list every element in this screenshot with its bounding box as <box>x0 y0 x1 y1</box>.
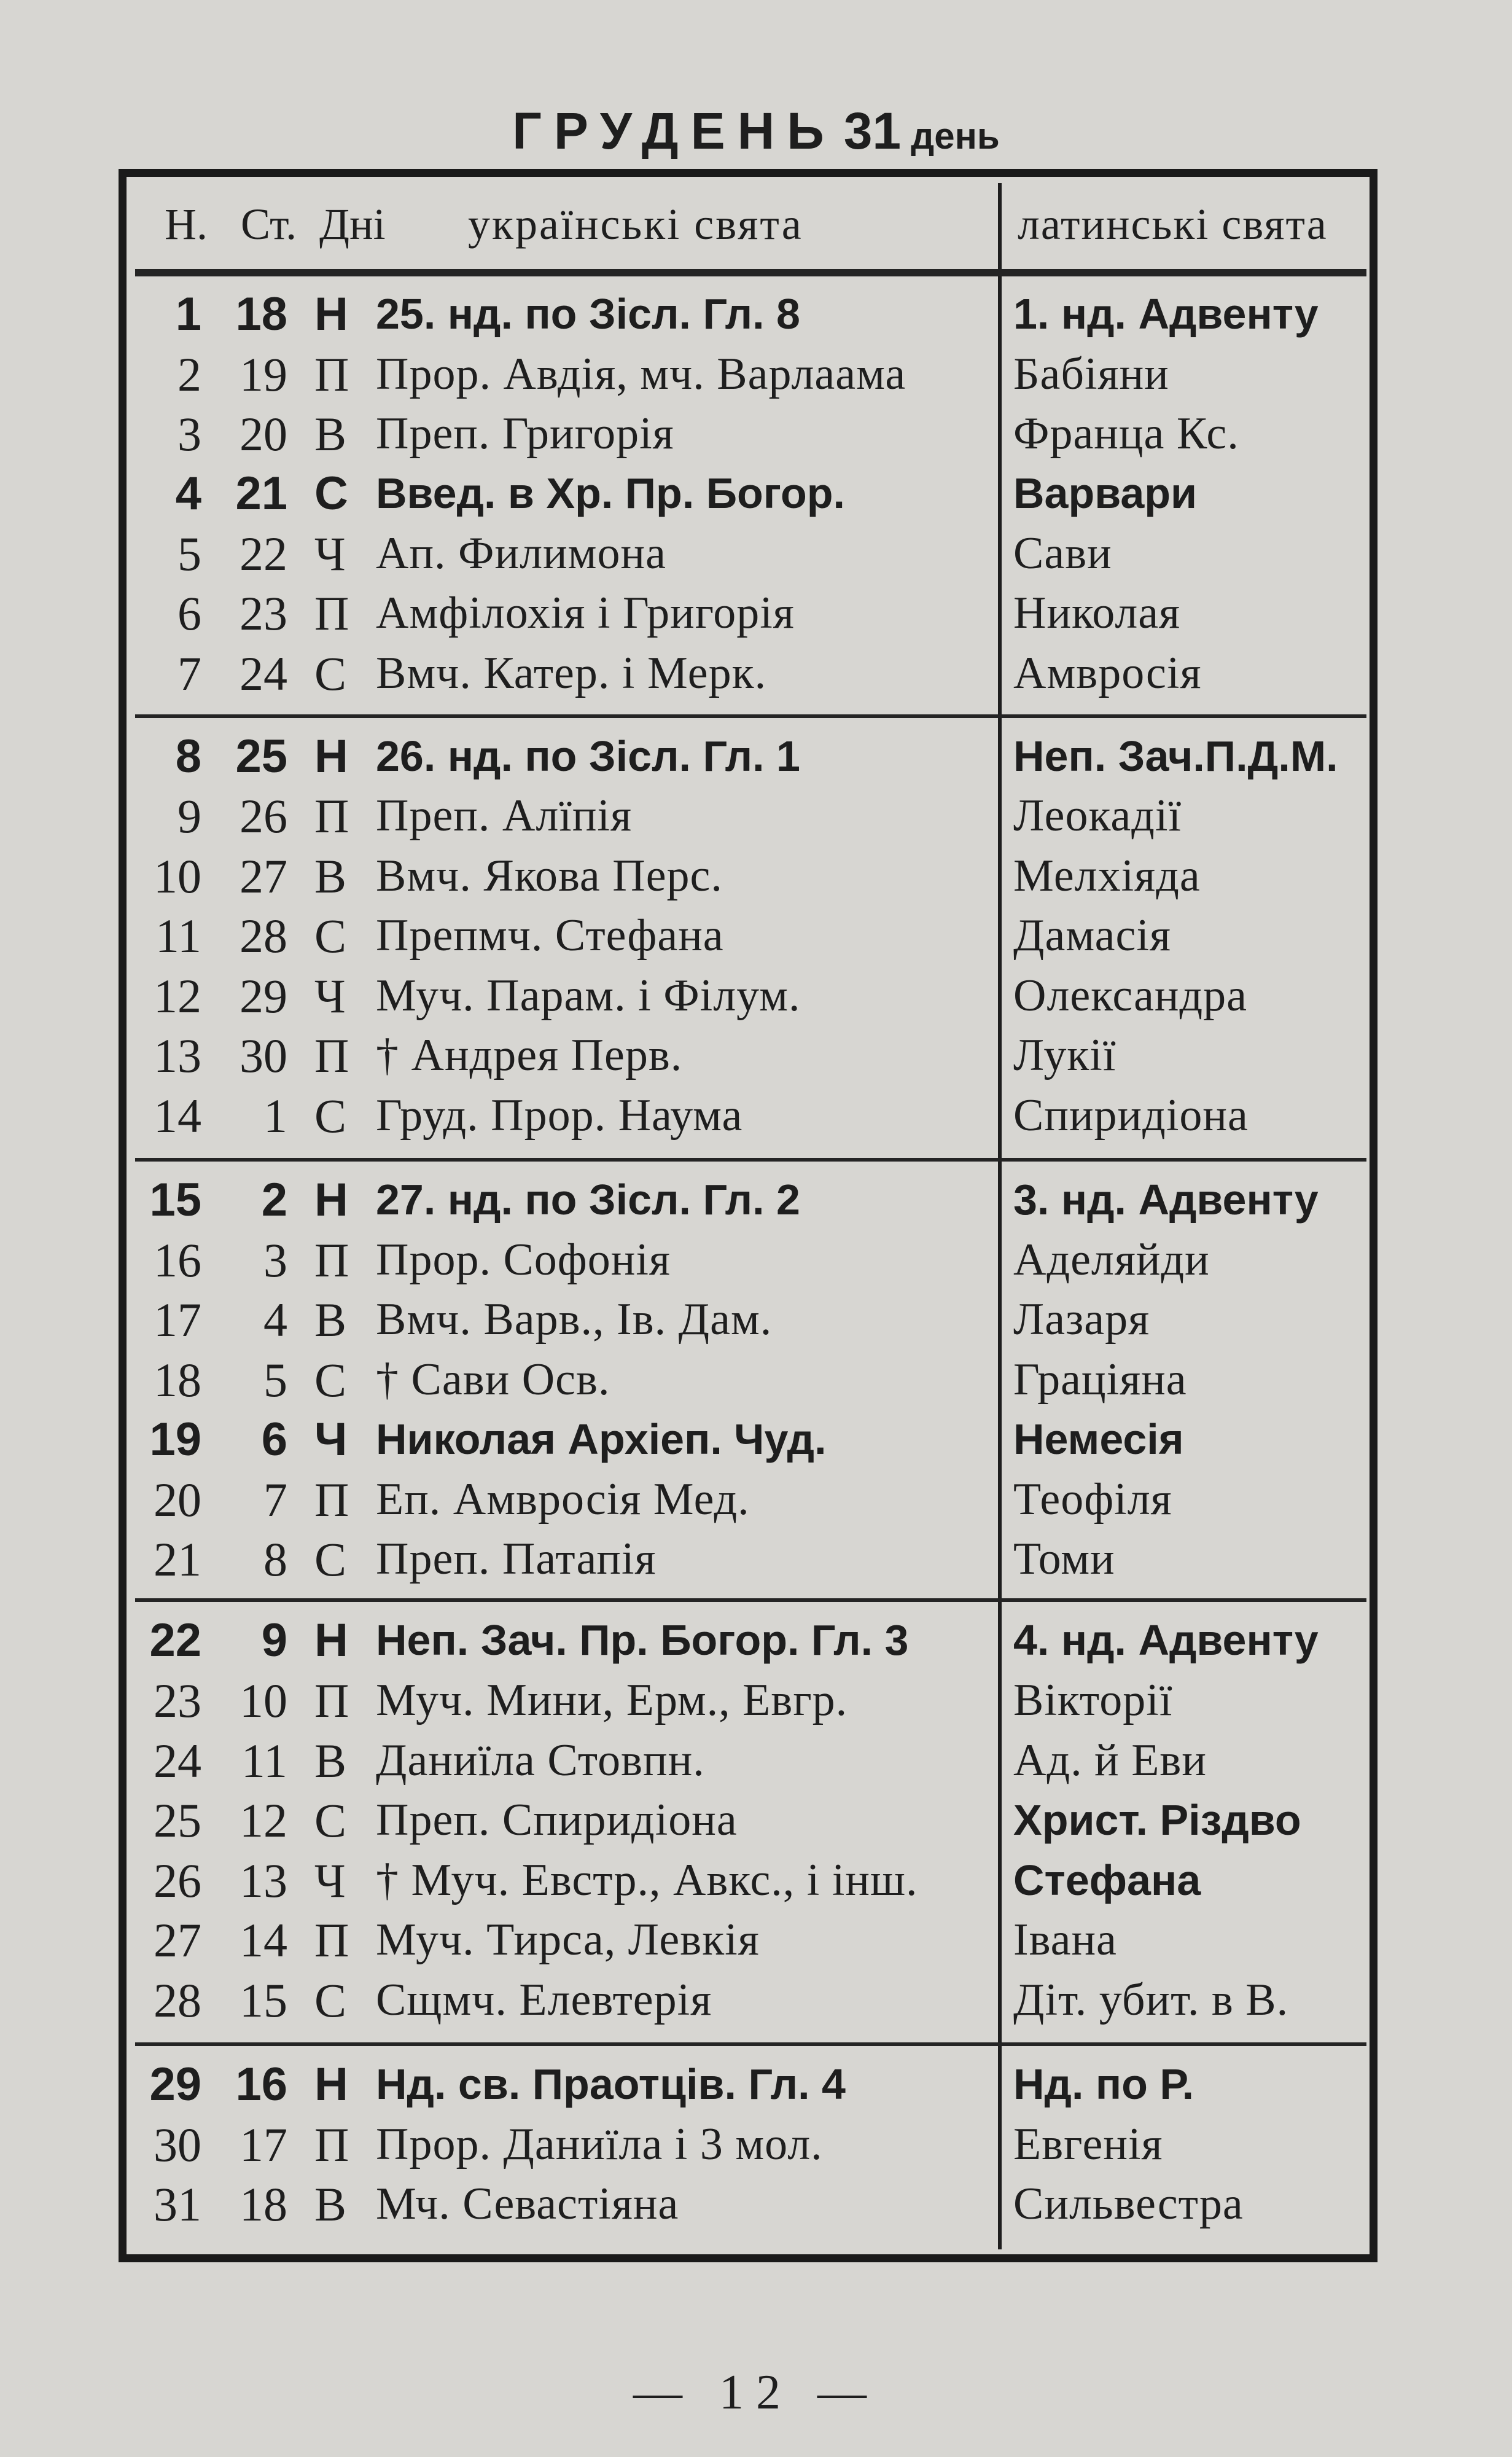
weekday: Н <box>314 1614 348 1666</box>
latin-feast: Сильвестра <box>1013 2179 1244 2229</box>
calendar-row <box>0 345 1512 404</box>
old-style-date: 27 <box>240 850 287 903</box>
calendar-row <box>0 1086 1512 1146</box>
page-number: — 12 — <box>633 2365 879 2420</box>
new-style-date: 11 <box>155 909 201 963</box>
week-divider <box>135 714 1366 718</box>
old-style-date: 23 <box>240 587 287 640</box>
old-style-date: 12 <box>240 1794 287 1847</box>
new-style-date: 20 <box>154 1473 201 1526</box>
new-style-date: 15 <box>149 1174 201 1226</box>
weekday: Н <box>314 1174 348 1226</box>
old-style-date: 20 <box>240 407 287 461</box>
calendar-row <box>0 1731 1512 1791</box>
ukrainian-feast: Даниїла Стовпн. <box>376 1735 705 1786</box>
calendar-row <box>0 727 1512 786</box>
new-style-date: 14 <box>154 1089 201 1143</box>
latin-feast: Францa Кс. <box>1013 408 1239 459</box>
ukrainian-feast: Вмч. Якова Перс. <box>376 851 723 901</box>
weekday: С <box>314 1089 347 1143</box>
new-style-date: 23 <box>154 1674 201 1727</box>
calendar-row <box>0 1410 1512 1469</box>
old-style-date: 25 <box>235 730 287 783</box>
weekday: В <box>314 1734 347 1787</box>
latin-feast: Теофіля <box>1013 1474 1172 1525</box>
old-style-date: 5 <box>263 1353 287 1407</box>
weekday: П <box>314 1913 349 1967</box>
weekday: Ч <box>314 1854 346 1907</box>
ukrainian-feast: † Сави Осв. <box>376 1354 610 1405</box>
ukrainian-feast: Введ. в Хр. Пр. Богор. <box>376 469 845 517</box>
calendar-row <box>0 2055 1512 2114</box>
new-style-date: 9 <box>177 789 201 843</box>
ukrainian-feast: 25. нд. по Зісл. Гл. 8 <box>376 290 800 338</box>
ukrainian-feast: Ап. Филимона <box>376 528 666 579</box>
latin-feast: Леокадії <box>1013 791 1182 841</box>
ukrainian-feast: Вмч. Катер. і Мерк. <box>376 648 767 698</box>
latin-feast: Амвросія <box>1013 648 1202 698</box>
calendar-row <box>0 644 1512 703</box>
old-style-date: 15 <box>240 1974 287 2027</box>
new-style-date: 5 <box>177 527 201 580</box>
ukrainian-feast: † Муч. Евстр., Авкс., і інш. <box>376 1855 918 1905</box>
latin-feast: Граціяна <box>1013 1354 1187 1405</box>
header-old-style: Ст. <box>241 200 297 249</box>
weekday: С <box>314 1533 347 1586</box>
latin-feast: Неп. Зач.П.Д.М. <box>1013 732 1338 780</box>
weekday: С <box>314 467 348 520</box>
calendar-row <box>0 1170 1512 1230</box>
old-style-date: 24 <box>240 647 287 700</box>
old-style-date: 14 <box>240 1913 287 1967</box>
weekday: П <box>314 789 349 843</box>
new-style-date: 22 <box>149 1614 201 1666</box>
old-style-date: 29 <box>240 969 287 1023</box>
ukrainian-feast: Преп. Спиридіона <box>376 1795 738 1845</box>
weekday: П <box>314 1473 349 1526</box>
weekday: В <box>314 1293 347 1346</box>
calendar-row <box>0 284 1512 344</box>
month-name: ГРУДЕНЬ <box>512 102 836 160</box>
latin-feast: Бабіяни <box>1013 349 1169 399</box>
ukrainian-feast: Груд. Прор. Наума <box>376 1090 743 1141</box>
old-style-date: 7 <box>263 1473 287 1526</box>
week-divider <box>135 1158 1366 1162</box>
new-style-date: 8 <box>175 730 201 783</box>
weekday: П <box>314 2118 349 2171</box>
new-style-date: 26 <box>154 1854 201 1907</box>
calendar-row <box>0 966 1512 1026</box>
ukrainian-feast: Амфілохія і Григорія <box>376 588 795 638</box>
new-style-date: 12 <box>154 969 201 1023</box>
header-divider <box>135 269 1366 276</box>
weekday: С <box>314 647 347 700</box>
calendar-row <box>0 906 1512 966</box>
latin-feast: Сави <box>1013 528 1112 579</box>
week-divider <box>135 1598 1366 1602</box>
new-style-date: 24 <box>154 1734 201 1787</box>
weekday: С <box>314 1794 347 1847</box>
latin-feast: Дамасія <box>1013 910 1171 961</box>
old-style-date: 30 <box>240 1029 287 1082</box>
latin-feast: Вікторії <box>1013 1675 1173 1725</box>
ukrainian-feast: Муч. Тирса, Левкія <box>376 1915 760 1965</box>
latin-feast: Нд. по Р. <box>1013 2060 1194 2108</box>
calendar-row <box>0 404 1512 464</box>
new-style-date: 16 <box>154 1233 201 1287</box>
new-style-date: 28 <box>154 1974 201 2027</box>
calendar-row <box>0 1611 1512 1670</box>
calendar-row <box>0 1971 1512 2030</box>
new-style-date: 17 <box>154 1293 201 1346</box>
old-style-date: 16 <box>235 2058 287 2111</box>
ukrainian-feast: Прор. Даниїла і 3 мол. <box>376 2119 823 2170</box>
ukrainian-feast: Еп. Амвросія Мед. <box>376 1474 750 1525</box>
new-style-date: 1 <box>175 288 201 340</box>
ukrainian-feast: Вмч. Варв., Ів. Дам. <box>376 1294 773 1345</box>
ukrainian-feast: Муч. Парам. і Філум. <box>376 971 801 1021</box>
calendar-row <box>0 1910 1512 1970</box>
old-style-date: 2 <box>261 1174 287 1226</box>
calendar-row <box>0 1470 1512 1529</box>
new-style-date: 6 <box>177 587 201 640</box>
calendar-row <box>0 1350 1512 1410</box>
calendar-row <box>0 524 1512 584</box>
calendar-row <box>0 2174 1512 2234</box>
header-latin-feasts: латинські свята <box>1018 200 1328 249</box>
weekday: С <box>314 1974 347 2027</box>
latin-feast: 4. нд. Адвенту <box>1013 1616 1319 1664</box>
old-style-date: 18 <box>235 288 287 340</box>
ukrainian-feast: 27. нд. по Зісл. Гл. 2 <box>376 1176 800 1224</box>
old-style-date: 26 <box>240 789 287 843</box>
weekday: Ч <box>314 969 346 1023</box>
new-style-date: 25 <box>154 1794 201 1847</box>
ukrainian-feast: Препмч. Стефана <box>376 910 724 961</box>
old-style-date: 4 <box>263 1293 287 1346</box>
ukrainian-feast: Николая Архіеп. Чуд. <box>376 1415 827 1463</box>
calendar-row <box>0 1791 1512 1850</box>
header-new-style: Н. <box>165 200 208 249</box>
ukrainian-feast: Прор. Софонія <box>376 1235 671 1285</box>
ukrainian-feast: Сщмч. Елевтерія <box>376 1975 712 2025</box>
new-style-date: 29 <box>149 2058 201 2111</box>
latin-feast: Евгенія <box>1013 2119 1163 2170</box>
calendar-row <box>0 1671 1512 1730</box>
new-style-date: 10 <box>154 850 201 903</box>
latin-feast: Варвари <box>1013 469 1198 517</box>
ukrainian-feast: Мч. Севастіяна <box>376 2179 679 2229</box>
weekday: П <box>314 1674 349 1727</box>
weekday: Н <box>314 730 348 783</box>
latin-feast: Діт. убит. в В. <box>1013 1975 1289 2025</box>
ukrainian-feast: Преп. Алїпія <box>376 791 633 841</box>
weekday: В <box>314 407 347 461</box>
latin-feast: Мелхіяда <box>1013 851 1201 901</box>
page-title <box>0 101 1512 161</box>
latin-feast: Олександра <box>1013 971 1248 1021</box>
old-style-date: 3 <box>263 1233 287 1287</box>
new-style-date: 21 <box>154 1533 201 1586</box>
weekday: Н <box>314 2058 348 2111</box>
new-style-date: 27 <box>154 1913 201 1967</box>
weekday: П <box>314 1029 349 1082</box>
latin-feast: Спиридіона <box>1013 1090 1249 1141</box>
ukrainian-feast: 26. нд. по Зісл. Гл. 1 <box>376 732 800 780</box>
latin-feast: Лукії <box>1013 1030 1116 1080</box>
latin-feast: Николая <box>1013 588 1181 638</box>
weekday: С <box>314 909 347 963</box>
calendar-row <box>0 1290 1512 1350</box>
calendar-row <box>0 464 1512 523</box>
old-style-date: 21 <box>235 467 287 520</box>
ukrainian-feast: Неп. Зач. Пр. Богор. Гл. 3 <box>376 1616 909 1664</box>
old-style-date: 1 <box>263 1089 287 1143</box>
weekday: П <box>314 348 349 401</box>
latin-feast: Стефана <box>1013 1856 1201 1904</box>
new-style-date: 18 <box>154 1353 201 1407</box>
calendar-row <box>0 846 1512 906</box>
calendar-row <box>0 1230 1512 1290</box>
calendar-row <box>0 1026 1512 1085</box>
latin-feast: Ад. й Еви <box>1013 1735 1207 1786</box>
weekday: В <box>314 850 347 903</box>
latin-feast: Аделяйди <box>1013 1235 1210 1285</box>
calendar-row <box>0 1529 1512 1589</box>
latin-feast: Томи <box>1013 1534 1115 1584</box>
old-style-date: 19 <box>240 348 287 401</box>
ukrainian-feast: † Андрея Перв. <box>376 1030 683 1080</box>
week-divider <box>135 2042 1366 2046</box>
old-style-date: 17 <box>240 2118 287 2171</box>
latin-feast: Христ. Різдво <box>1013 1796 1301 1844</box>
new-style-date: 19 <box>149 1413 201 1466</box>
calendar-row <box>0 2115 1512 2174</box>
old-style-date: 9 <box>261 1614 287 1666</box>
new-style-date: 2 <box>177 348 201 401</box>
ukrainian-feast: Нд. св. Праотців. Гл. 4 <box>376 2060 846 2108</box>
new-style-date: 30 <box>154 2118 201 2171</box>
old-style-date: 11 <box>241 1734 287 1787</box>
latin-feast: 3. нд. Адвенту <box>1013 1176 1319 1224</box>
weekday: П <box>314 1233 349 1287</box>
old-style-date: 6 <box>261 1413 287 1466</box>
header-ukrainian-feasts: українські свята <box>468 200 803 249</box>
calendar-row <box>0 786 1512 846</box>
latin-feast: Івана <box>1013 1915 1117 1965</box>
ukrainian-feast: Муч. Мини, Ерм., Евгр. <box>376 1675 848 1725</box>
old-style-date: 10 <box>240 1674 287 1727</box>
days-word: день <box>911 115 1000 157</box>
old-style-date: 8 <box>263 1533 287 1586</box>
calendar-row <box>0 1851 1512 1910</box>
new-style-date: 13 <box>154 1029 201 1082</box>
ukrainian-feast: Прор. Авдія, мч. Варлаама <box>376 349 906 399</box>
header-weekday: Дні <box>319 200 386 249</box>
weekday: Ч <box>314 1413 348 1466</box>
new-style-date: 7 <box>177 647 201 700</box>
weekday: С <box>314 1353 347 1407</box>
weekday: Н <box>314 288 348 340</box>
ukrainian-feast: Преп. Григорія <box>376 408 674 459</box>
old-style-date: 18 <box>240 2178 287 2231</box>
new-style-date: 4 <box>175 467 201 520</box>
old-style-date: 13 <box>240 1854 287 1907</box>
weekday: В <box>314 2178 347 2231</box>
old-style-date: 22 <box>240 527 287 580</box>
latin-feast: Немесія <box>1013 1415 1184 1463</box>
ukrainian-feast: Преп. Патапія <box>376 1534 657 1584</box>
new-style-date: 31 <box>154 2178 201 2231</box>
calendar-row <box>0 584 1512 643</box>
weekday: Ч <box>314 527 346 580</box>
weekday: П <box>314 587 349 640</box>
new-style-date: 3 <box>177 407 201 461</box>
days-count: 31 <box>843 102 902 160</box>
latin-feast: 1. нд. Адвенту <box>1013 290 1319 338</box>
old-style-date: 28 <box>240 909 287 963</box>
latin-feast: Лазаря <box>1013 1294 1150 1345</box>
